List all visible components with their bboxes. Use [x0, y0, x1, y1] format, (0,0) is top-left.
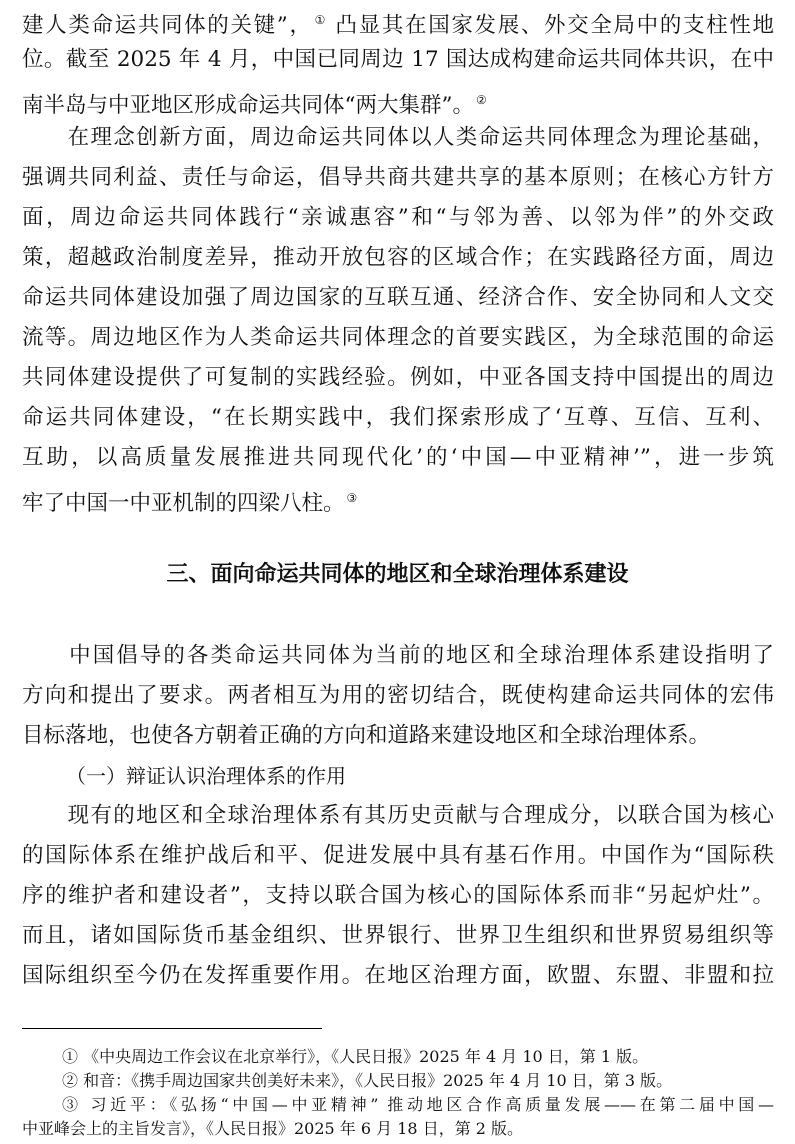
- paragraph-4-line-4: 而且，诸如国际货币基金组织、世界银行、世界卫生组织和世界贸易组织等: [22, 923, 774, 948]
- paragraph-2-line-4: 策，超越政治制度差异，推动开放包容的区域合作；在实践路径方面，周边: [22, 245, 774, 270]
- footnote-3-line-2: 中亚峰会上的主旨发言》，《人民日报》2025 年 6 月 18 日，第 2 版。: [22, 1119, 524, 1138]
- paragraph-2-line-9: 互助，以高质量发展推进共同现代化’的‘中国—中亚精神’”，进一步筑: [22, 445, 774, 470]
- paragraph-3-line-1: 中国倡导的各类命运共同体为当前的地区和全球治理体系建设指明了: [22, 643, 774, 668]
- paragraph-2-line-2: 强调共同利益、责任与命运，倡导共商共建共享的基本原则；在核心方针方: [22, 165, 774, 190]
- paragraph-2-line-1: 在理念创新方面，周边命运共同体以人类命运共同体理念为理论基础，: [22, 125, 774, 150]
- paragraph-1-line-1: 建人类命运共同体的关键”， ① 凸显其在国家发展、外交全局中的支柱性地: [22, 13, 774, 38]
- footnote-ref-2[interactable]: ②: [476, 93, 487, 107]
- paragraph-2-line-3: 面，周边命运共同体践行“亲诚惠容”和“与邻为善、以邻为伴”的外交政: [22, 205, 774, 230]
- paragraph-2-line-8: 命运共同体建设，“在长期实践中，我们探索形成了‘互尊、互信、互利、: [22, 405, 774, 430]
- footnote-1: ① 《中央周边工作会议在北京举行》，《人民日报》2025 年 4 月 10 日，第 1 版。: [62, 1047, 649, 1066]
- paragraph-4-line-5: 国际组织至今仍在发挥重要作用。在地区治理方面，欧盟、东盟、非盟和拉: [22, 963, 774, 988]
- paragraph-4-line-1: 现有的地区和全球治理体系有其历史贡献与合理成分，以联合国为核心: [22, 803, 774, 828]
- footnote-3-line-1: ③ 习近平：《弘扬“中国—中亚精神” 推动地区合作高质量发展——在第二届中国—: [62, 1095, 774, 1114]
- paragraph-2-line-10: 牢了中国一中亚机制的四梁八柱。 ③: [22, 491, 358, 516]
- paragraph-4-line-2: 的国际体系在维护战后和平、促进发展中具有基石作用。中国作为“国际秩: [22, 843, 774, 868]
- subsection-heading: （一）辩证认识治理体系的作用: [66, 764, 346, 788]
- paragraph-3-line-3: 目标落地，也使各方朝着正确的方向和道路来建设地区和全球治理体系。: [22, 723, 711, 748]
- paragraph-2-line-5: 命运共同体建设加强了周边国家的互联互通、经济合作、安全协同和人文交: [22, 285, 774, 310]
- footnote-ref-1[interactable]: ①: [314, 13, 328, 27]
- paragraph-4-line-3: 序的维护者和建设者”，支持以联合国为核心的国际体系而非“另起炉灶”。: [22, 883, 774, 908]
- footnote-divider: [22, 1028, 322, 1029]
- paragraph-2-line-7: 共同体建设提供了可复制的实践经验。例如，中亚各国支持中国提出的周边: [22, 365, 774, 390]
- footnote-ref-3[interactable]: ③: [346, 491, 358, 505]
- paragraph-1-line-3: 南半岛与中亚地区形成命运共同体“两大集群”。 ②: [22, 93, 487, 118]
- paragraph-3-line-2: 方向和提出了要求。两者相互为用的密切结合，既使构建命运共同体的宏伟: [22, 683, 774, 708]
- footnote-2: ② 和音：《携手周边国家共创美好未来》，《人民日报》2025 年 4 月 10 日，第 3 版。: [62, 1071, 673, 1090]
- paragraph-1-line-2: 位。截至 2025 年 4 月，中国已同周边 17 国达成构建命运共同体共识，在中: [22, 47, 774, 72]
- section-heading: 三、面向命运共同体的地区和全球治理体系建设: [166, 562, 629, 587]
- paragraph-2-line-6: 流等。周边地区作为人类命运共同体理念的首要实践区，为全球范围的命运: [22, 325, 774, 350]
